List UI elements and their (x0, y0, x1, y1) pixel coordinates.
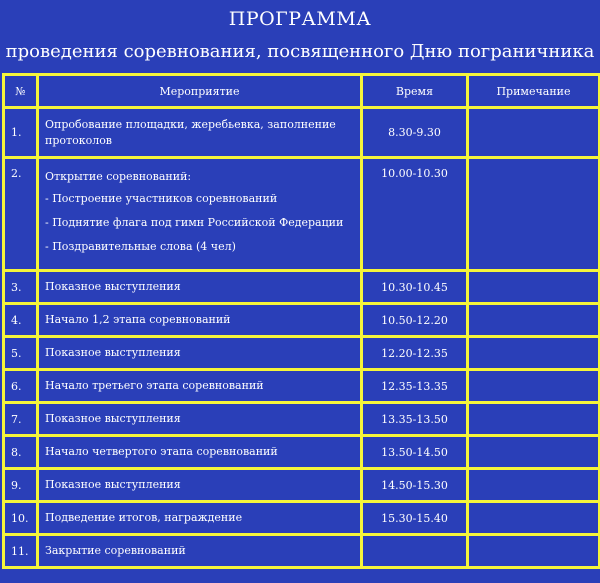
row-event: Показное выступления (38, 337, 362, 370)
table-row (4, 469, 600, 502)
page-subtitle: проведения соревнования, посвященного Дню пограничника (5, 41, 595, 62)
row-event: Показное выступления (38, 403, 362, 436)
row-num: 5. (4, 337, 38, 370)
row-time: 13.35-13.50 (362, 403, 468, 436)
row-event-subitem: - Построение участников соревнований (45, 192, 278, 205)
row-time: 10.30-10.45 (362, 271, 468, 304)
row-time: 15.30-15.40 (362, 502, 468, 535)
table-row (4, 271, 600, 304)
row-note (468, 370, 600, 403)
row-note (468, 436, 600, 469)
row-num: 8. (4, 436, 38, 469)
row-num: 2. (4, 158, 38, 271)
row-event-subitem: - Поднятие флага под гимн Российской Федерации (45, 216, 344, 229)
row-event: Подведение итогов, награждение (38, 502, 362, 535)
row-event: Начало четвертого этапа соревнований (38, 436, 362, 469)
column-header-time: Время (362, 75, 468, 108)
row-num: 11. (4, 535, 38, 568)
row-num: 10. (4, 502, 38, 535)
row-event: Начало третьего этапа соревнований (38, 370, 362, 403)
row-note (468, 304, 600, 337)
table-row (4, 370, 600, 403)
row-num: 3. (4, 271, 38, 304)
page-title: ПРОГРАММА (228, 8, 372, 30)
table-row (4, 158, 600, 271)
row-note (468, 337, 600, 370)
row-event: Показное выступления (38, 271, 362, 304)
row-time: 12.35-13.35 (362, 370, 468, 403)
row-note (468, 535, 600, 568)
row-note (468, 469, 600, 502)
column-header-num: № (4, 75, 38, 108)
row-num: 7. (4, 403, 38, 436)
table-row (4, 535, 600, 568)
row-note (468, 108, 600, 158)
column-header-note: Примечание (468, 75, 600, 108)
row-event-heading: Открытие соревнований: (45, 170, 192, 183)
table-row (4, 304, 600, 337)
row-note (468, 158, 600, 271)
row-event (38, 158, 362, 271)
table-row (4, 502, 600, 535)
row-event: Опробование площадки, жеребьевка, заполнение протоколов (38, 108, 362, 158)
table-row (4, 108, 600, 158)
row-num: 4. (4, 304, 38, 337)
row-note (468, 403, 600, 436)
row-time: 10.00-10.30 (362, 158, 468, 271)
table-row (4, 403, 600, 436)
row-event: Начало 1,2 этапа соревнований (38, 304, 362, 337)
table-header-row (4, 75, 600, 108)
row-num: 1. (4, 108, 38, 158)
column-header-event: Мероприятие (38, 75, 362, 108)
table-row (4, 436, 600, 469)
row-time: 14.50-15.30 (362, 469, 468, 502)
row-event: Показное выступления (38, 469, 362, 502)
schedule-table (2, 73, 600, 569)
row-event-subitem: - Поздравительные слова (4 чел) (45, 240, 236, 253)
row-num: 6. (4, 370, 38, 403)
row-note (468, 502, 600, 535)
table-row (4, 337, 600, 370)
row-num: 9. (4, 469, 38, 502)
row-time: 12.20-12.35 (362, 337, 468, 370)
row-time: 10.50-12.20 (362, 304, 468, 337)
row-time: 13.50-14.50 (362, 436, 468, 469)
row-event: Закрытие соревнований (38, 535, 362, 568)
row-time (362, 535, 468, 568)
row-time: 8.30-9.30 (362, 108, 468, 158)
row-note (468, 271, 600, 304)
